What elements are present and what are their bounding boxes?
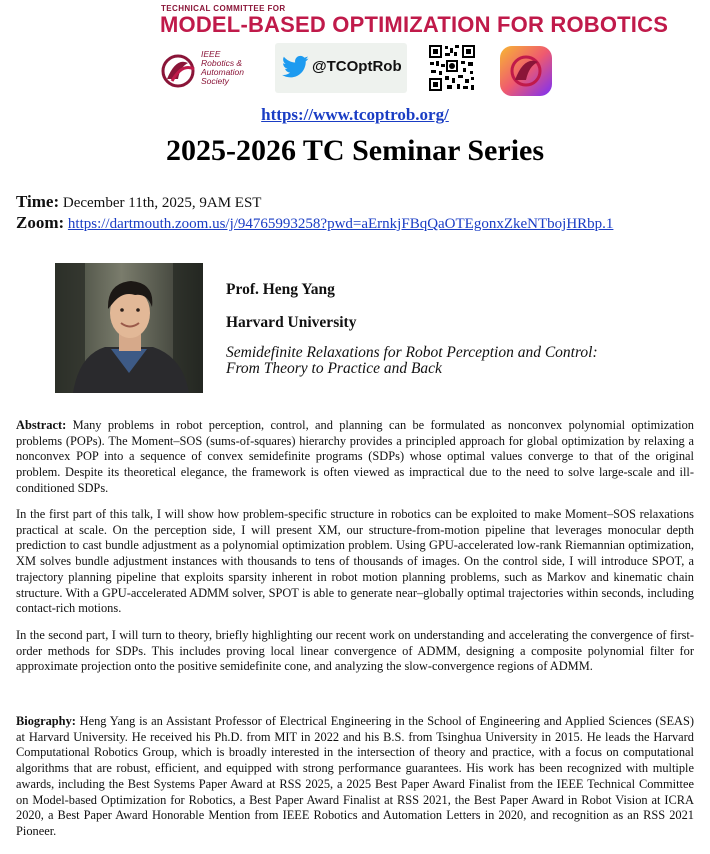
twitter-badge[interactable] [275, 43, 407, 93]
speaker-photo [55, 263, 203, 393]
biography-paragraph: Biography: Heng Yang is an Assistant Professor of Electrical Engineering in the School of Engineering and Applied Sciences (SEAS) at Harvard University. He received his Ph.D. from MIT in 2022 and his B.S. from Tsinghua University in 2015. He leads the Harvard Computational Robotics Group, which is broadly interested in the intersection of theory and practice, with a focus on computational algorithms that are robust, efficient, and equipped with strong performance guarantees. His work has been recognized with multiple awards, including the Best Systems Paper Award at RSS 2025, a 2025 Best Paper Award Finalist from the IEEE Technical Committee on Model-based Optimization for Robotics, a Best Paper Award Finalist at RSS 2021, the Best Paper Award in Robot Vision at ICRA 2020, a Best Paper Award Honorable Mention from IEEE Robotics and Automation Letters in 2020, and recognition as an RSS 2021 Pioneer. [16, 714, 694, 838]
website-link[interactable]: https://www.tcoptrob.org/ [261, 105, 449, 124]
tc-logo [498, 44, 554, 98]
speaker-name: Prof. Heng Yang [226, 281, 335, 298]
zoom-link[interactable]: https://dartmouth.zoom.us/j/94765993258?pwd=aErnkjFBqQaOTEgonxZkeNTbojHRbp.1 [67, 216, 614, 232]
twitter-handle: @TCOptRob [312, 58, 402, 75]
committee-label: TECHNICAL COMMITTEE FOR [161, 4, 286, 13]
biography-label: Biography: [16, 714, 76, 728]
twitter-bird-icon [282, 55, 309, 79]
talk-title: Semidefinite Relaxations for Robot Perception and Control: From Theory to Practice and Back [226, 344, 598, 377]
zoom-row [16, 213, 613, 233]
zoom-label: Zoom: [16, 213, 65, 232]
time-row [16, 192, 261, 212]
abstract-paragraph-1: Abstract: Many problems in robot perception, control, and planning can be formulated as nonconvex polynomial optimization problems (POPs). The Moment–SOS (sums-of-squares) hierarchy provides a principled approach for global optimization by relaxing a nonconvex POP into a sequence of convex semidefinite programs (SDPs) whose optimal values converge to that of the original problem. Despite its theoretical elegance, the framework is often viewed as impractical due to the need to solve large-scale and ill-conditioned SDPs. [16, 418, 694, 495]
speaker-institution: Harvard University [226, 314, 357, 331]
abstract-paragraph-3: In the second part, I will turn to theory, briefly highlighting our recent work on understanding and accelerating the convergence of first-order methods for SDPs. This includes proving local linear convergence of ADMM, designing a composite polynomial filter for approximate projection onto the positive semidefinite cone, and analyzing the slow-convergence regions of ADMM. [16, 628, 694, 674]
abstract-paragraph-2: In the first part of this talk, I will show how problem-specific structure in robotics can be exploited to make Moment–SOS relaxations practical at scale. On the perception side, I will present XM, our structure-from-motion pipeline that leverages monocular depth prediction to cast bundle adjustment as a polynomial optimization problem. Using GPU-accelerated low-rank Riemannian optimization, XM solves bundle adjustment instances with thousands to tens of thousands of images. On the control side, I will introduce SPOT, a trajectory planning pipeline that exploits sparsity inherent in robot motion planning problems, such as Markov and kinematic chain structure. With a GPU-accelerated ADMM solver, SPOT is able to generate near–globally optimal trajectories within seconds, including contact-rich motions. [16, 507, 694, 616]
time-value: December 11th, 2025, 9AM EST [62, 195, 262, 211]
series-title: 2025-2026 TC Seminar Series [165, 134, 545, 167]
abstract-label: Abstract: [16, 418, 67, 432]
ras-text: IEEE Robotics & Automation Society [201, 49, 244, 86]
header-banner [158, 0, 669, 100]
committee-title: MODEL-BASED OPTIMIZATION FOR ROBOTICS [160, 12, 669, 37]
time-label: Time: [16, 192, 60, 211]
qr-code [428, 44, 476, 92]
